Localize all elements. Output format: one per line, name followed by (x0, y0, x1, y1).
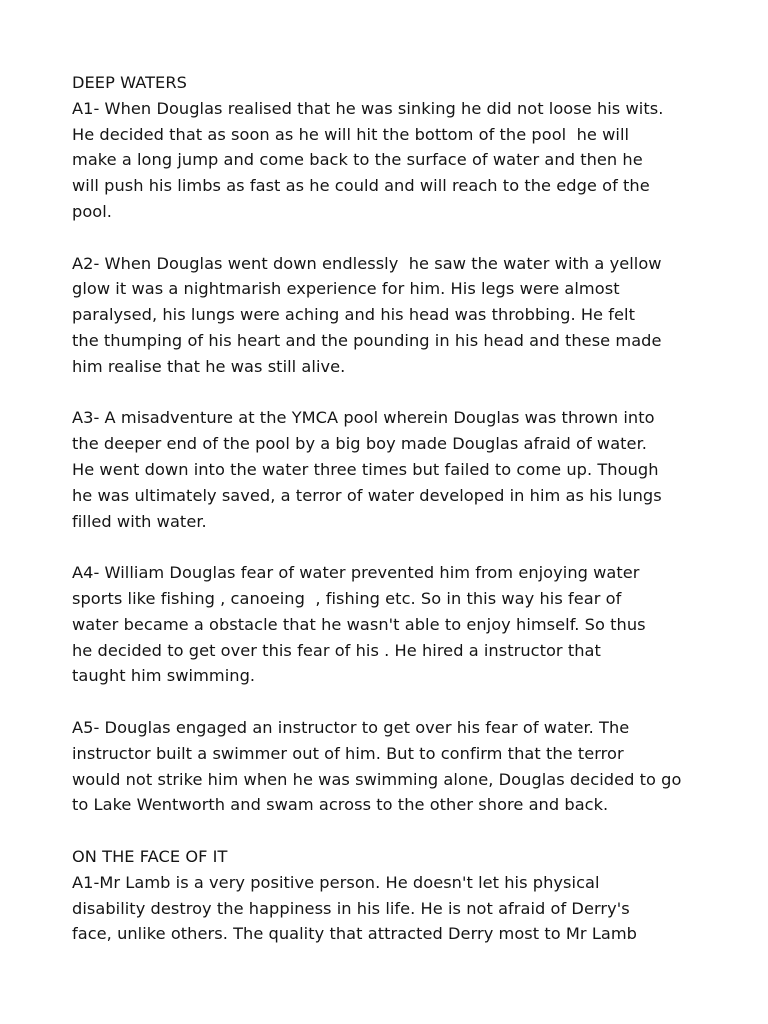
answer-face-a1 (72, 870, 722, 947)
paragraph-spacer (72, 818, 722, 844)
text-line: A1- When Douglas realised that he was sinking he did not loose his wits. (72, 98, 664, 118)
paragraph-spacer (72, 225, 722, 251)
text-line: paralysed, his lungs were aching and his head was throbbing. He felt (72, 305, 635, 325)
text-line: sports like fishing , canoeing , fishing etc. So in this way his fear of (72, 588, 622, 608)
text-line: A4- William Douglas fear of water prevented him from enjoying water (72, 563, 640, 583)
text-line: taught him swimming. (72, 666, 256, 686)
paragraph-spacer (72, 380, 722, 406)
answer-a1 (72, 96, 722, 225)
text-line: make a long jump and come back to the surface of water and then he (72, 150, 643, 170)
text-line: A2- When Douglas went down endlessly he saw the water with a yellow (72, 253, 662, 273)
text-line: would not strike him when he was swimming alone, Douglas decided to go (72, 769, 682, 789)
text-line: instructor built a swimmer out of him. But to confirm that the terror (72, 743, 624, 763)
document-page (72, 70, 722, 947)
text-line: He decided that as soon as he will hit the bottom of the pool he will (72, 124, 630, 144)
paragraph-spacer (72, 534, 722, 560)
answer-a4 (72, 560, 722, 689)
answer-a3 (72, 405, 722, 534)
text-line: He went down into the water three times but failed to come up. Though (72, 459, 659, 479)
text-line: A1-Mr Lamb is a very positive person. He doesn't let his physical (72, 872, 600, 892)
text-line: filled with water. (72, 511, 207, 531)
answer-a2 (72, 251, 722, 380)
text-line: the deeper end of the pool by a big boy made Douglas afraid of water. (72, 434, 647, 454)
text-line: he was ultimately saved, a terror of water developed in him as his lungs (72, 485, 662, 505)
paragraph-spacer (72, 689, 722, 715)
text-line: disability destroy the happiness in his life. He is not afraid of Derry's (72, 898, 630, 918)
text-line: face, unlike others. The quality that attracted Derry most to Mr Lamb (72, 924, 638, 944)
answer-a5 (72, 715, 722, 818)
text-line: him realise that he was still alive. (72, 356, 346, 376)
text-line: water became a obstacle that he wasn't able to enjoy himself. So thus (72, 614, 646, 634)
section-heading-on-the-face-of-it: ON THE FACE OF IT (72, 846, 228, 866)
text-line: pool. (72, 201, 112, 221)
text-line: he decided to get over this fear of his . He hired a instructor that (72, 640, 601, 660)
text-line: the thumping of his heart and the pounding in his head and these made (72, 330, 662, 350)
section-heading-deep-waters: DEEP WATERS (72, 73, 187, 92)
text-line: glow it was a nightmarish experience for him. His legs were almost (72, 279, 620, 299)
text-line: to Lake Wentworth and swam across to the other shore and back. (72, 795, 609, 815)
text-line: A3- A misadventure at the YMCA pool wherein Douglas was thrown into (72, 408, 655, 428)
text-line: A5- Douglas engaged an instructor to get over his fear of water. The (72, 717, 630, 737)
text-line: will push his limbs as fast as he could and will reach to the edge of the (72, 176, 650, 196)
